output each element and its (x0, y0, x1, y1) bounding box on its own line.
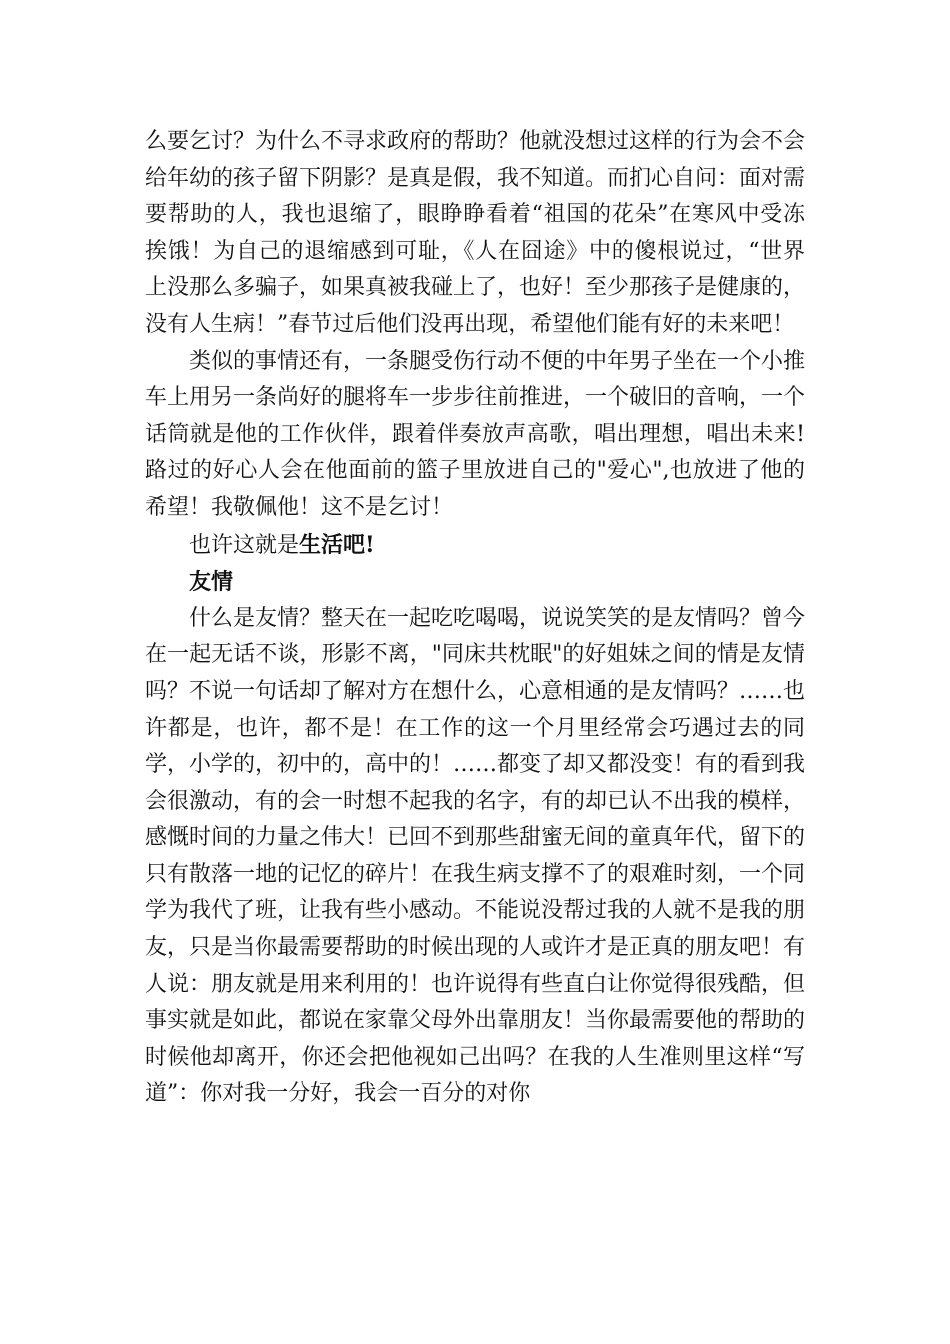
paragraph-begging-reflection: 么要乞讨？为什么不寻求政府的帮助？他就没想过这样的行为会不会给年幼的孩子留下阴影？是真是假，我不知道。而扪心自问：面对需要帮助的人，我也退缩了，眼睁睁看着“祖国的花朵”在寒风中受冻挨饿！为自己的退缩感到可耻，《人在囧途》中的傻根说过，“世界上没那么多骗子，如果真被我碰上了，也好！至少那孩子是健康的，没有人生病！”春节过后他们没再出现，希望他们能有好的未来吧！ (145, 129, 806, 337)
paragraph-friendship: 什么是友情？整天在一起吃吃喝喝，说说笑笑的是友情吗？曾今在一起无话不谈，形影不离，"同床共枕眠"的好姐妹之间的情是友情吗？不说一句话却了解对方在想什么，心意相通的是友情吗？……也许都是，也许，都不是！在工作的这一个月里经常会巧遇过去的同学，小学的，初中的，高中的！……都变了却又都没变！有的看到我会很激动，有的会一时想不起我的名字，有的却已认不出我的模样，感慨时间的力量之伟大！已回不到那些甜蜜无间的童真年代，留下的只有散落一地的记忆的碎片！在我生病支撑不了的艰难时刻，一个同学为我代了班，让我有些小感动。不能说没帮过我的人就不是我的朋友，只是当你最需要帮助的时候出现的人或许才是正真的朋友吧！有人说：朋友就是用来利用的！也许说得有些直白让你觉得很残酷，但事实就是如此，都说在家靠父母外出靠朋友！当你最需要他的帮助的时候他却离开，你还会把他视如己出吗？在我的人生准则里这样“写道”：你对我一分好，我会一百分的对你 (145, 605, 806, 1107)
document-page (145, 124, 805, 1113)
paragraph-this-is-life (145, 527, 805, 565)
this-is-life-prefix: 也许这就是 (189, 532, 300, 558)
paragraph-street-singer: 类似的事情还有，一条腿受伤行动不便的中年男子坐在一个小推车上用另一条尚好的腿将车一步步往前推进，一个破旧的音响，一个话筒就是他的工作伙伴，跟着伴奏放声高歌，唱出理想，唱出未来!路过的好心人会在他面前的篮子里放进自己的"爱心",也放进了他的希望！我敬佩他！这不是乞讨！ (145, 348, 806, 520)
section-heading-friendship: 友情 (189, 569, 234, 596)
this-is-life-bold: 生活吧! (299, 531, 375, 558)
